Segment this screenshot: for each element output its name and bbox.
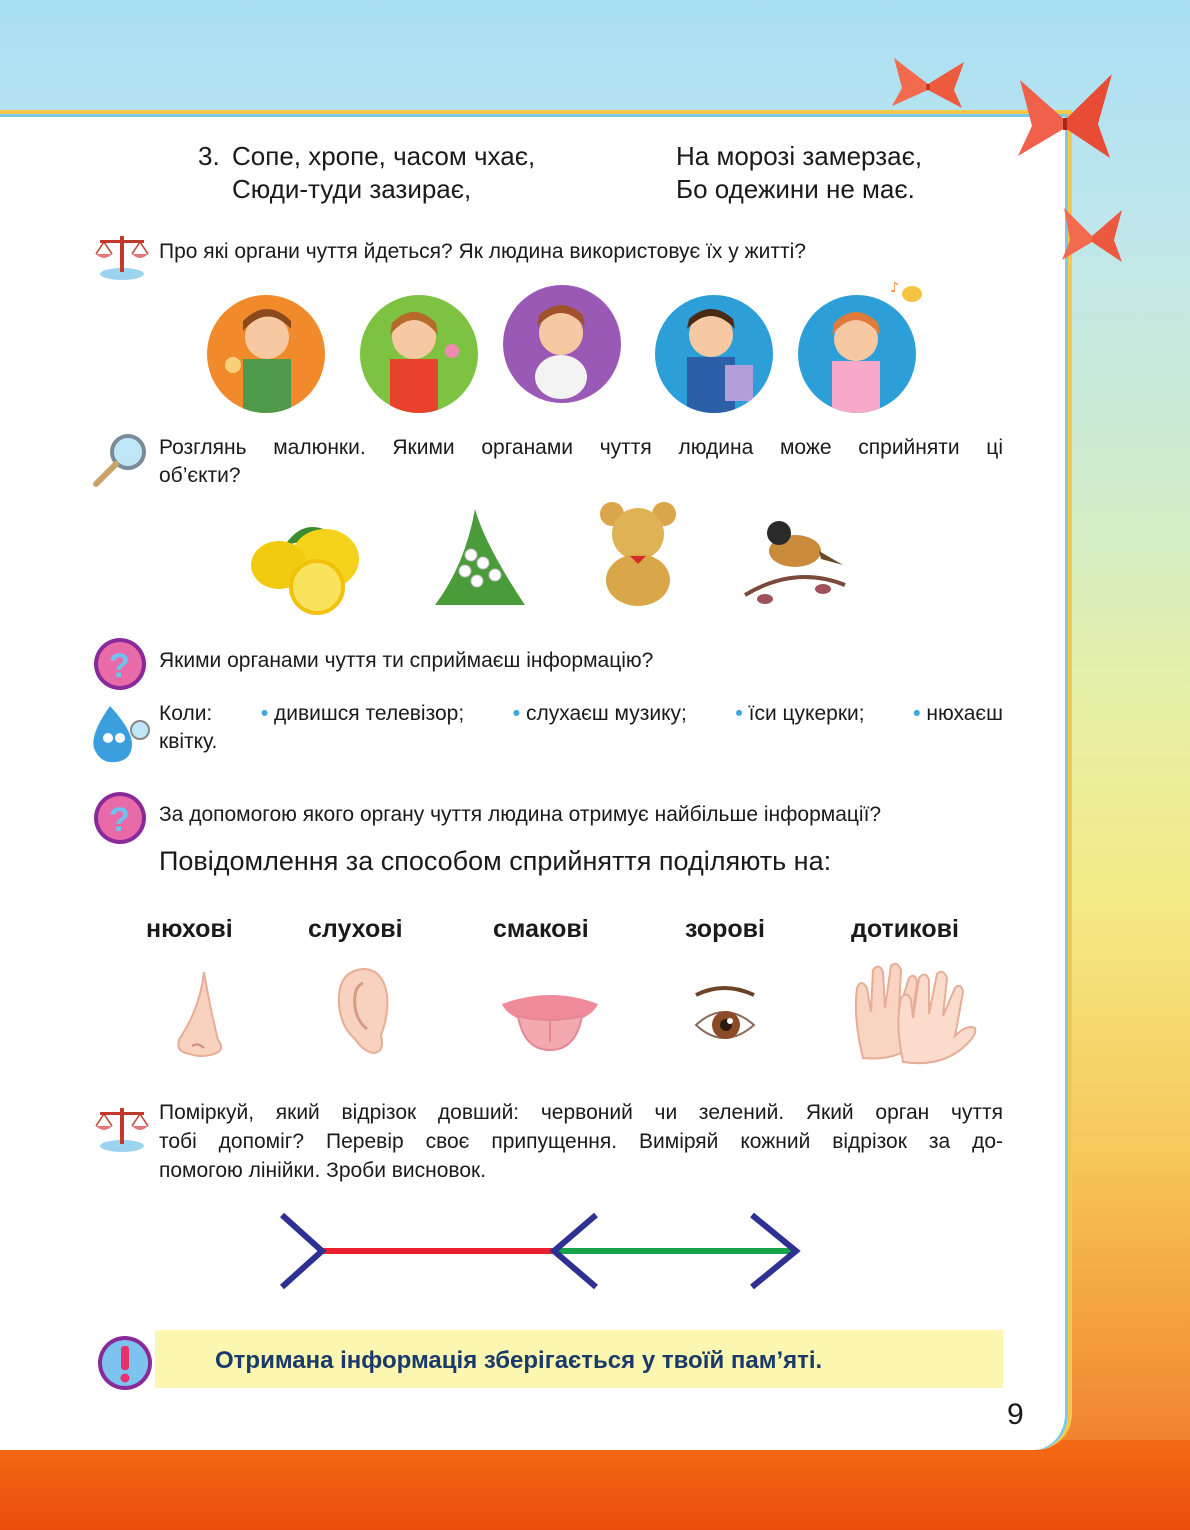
task-when-line-2: квітку. [159,730,218,753]
bullet-icon: • [735,702,743,725]
poem-right-line-2: Бо одежини не має. [676,174,915,204]
task-question-senses: Про які органи чуття йдеться? Як людина використовує їх у житті? [159,240,806,263]
task-examine-line-2: об’єкти? [159,464,241,487]
svg-text:?: ? [109,801,130,839]
sense-label-taste: смакові [493,915,589,943]
poem-left-line-2: Сюди-туди зазирає, [232,174,472,204]
mueller-lyer-illusion [270,1205,810,1301]
task-segments-line-2: тобі допоміг? Перевір своє припущення. Виміряй кожний відрізок за до- [159,1130,1003,1153]
ear-icon [333,965,393,1059]
bottom-orange-band [0,1440,1190,1530]
scales-icon [92,1100,152,1154]
child-tasting-image [207,295,325,413]
poem-left-line-1: Сопе, хропе, часом чхає, [232,141,536,171]
task-when-item-candy: їси цукерки; [748,702,865,725]
child-listening-image [798,295,916,413]
svg-text:?: ? [109,647,130,685]
scales-icon [92,228,152,282]
sense-label-hearing: слухові [308,915,403,943]
bird-on-branch-image [735,505,855,615]
question-icon [92,636,148,692]
task-when-line-1 [159,700,1003,728]
sense-label-smell: нюхові [146,915,233,943]
hands-icon [843,958,979,1068]
task-examine-line-1: Розглянь малюнки. Якими органами чуття людина може сприйняти ці [159,436,1003,459]
magnifier-icon [92,430,152,490]
task-when-item-music: слухаєш музику; [525,702,687,725]
svg-text:♪: ♪ [890,280,899,296]
teddy-bear-image [590,500,690,610]
exclamation-icon [96,1334,154,1392]
sense-label-touch: дотикові [851,915,959,943]
butterfly-icon [1010,60,1120,170]
bird-note-icon [890,278,930,308]
bullet-icon: • [913,702,921,725]
nose-icon [170,968,230,1060]
lemons-image [245,515,370,615]
butterfly-icon [888,54,968,114]
task-segments-line-1: Поміркуй, який відрізок довший: червоний чи зелений. Який орган чуття [159,1101,1003,1124]
child-touching-image [503,285,621,403]
question-icon [92,790,148,846]
water-drop-character-icon [80,700,154,766]
poem-right-line-1: На морозі замерзає, [676,141,923,171]
statement-classification: Повідомлення за способом сприйняття поділяють на: [159,846,832,876]
butterfly-icon [1058,200,1128,270]
task-perceive-information: Якими органами чуття ти сприймаєш інформацію? [159,649,654,672]
task-when-item-smell: нюхаєш [926,702,1003,725]
bullet-icon: • [512,702,521,725]
task-segments-line-3: помогою лінійки. Зроби висновок. [159,1159,487,1182]
page-number: 9 [1007,1398,1024,1431]
lily-of-the-valley-image [415,505,545,615]
bullet-icon: • [260,702,269,725]
memo-text: Отримана інформація зберігається у твоїй пам’яті. [215,1347,823,1374]
arrowhead-left [282,1215,322,1287]
sense-label-sight: зорові [685,915,765,943]
mouth-tongue-icon [498,990,602,1054]
poem-number: 3. [198,141,220,171]
child-smelling-image [360,295,478,413]
task-most-information: За допомогою якого органу чуття людина отримує найбільше інформації? [159,803,882,826]
child-reading-image [655,295,773,413]
task-when-item-tv: дивишся телевізор; [274,702,465,725]
task-when-intro: Коли: [159,702,213,725]
eye-icon [690,985,760,1055]
